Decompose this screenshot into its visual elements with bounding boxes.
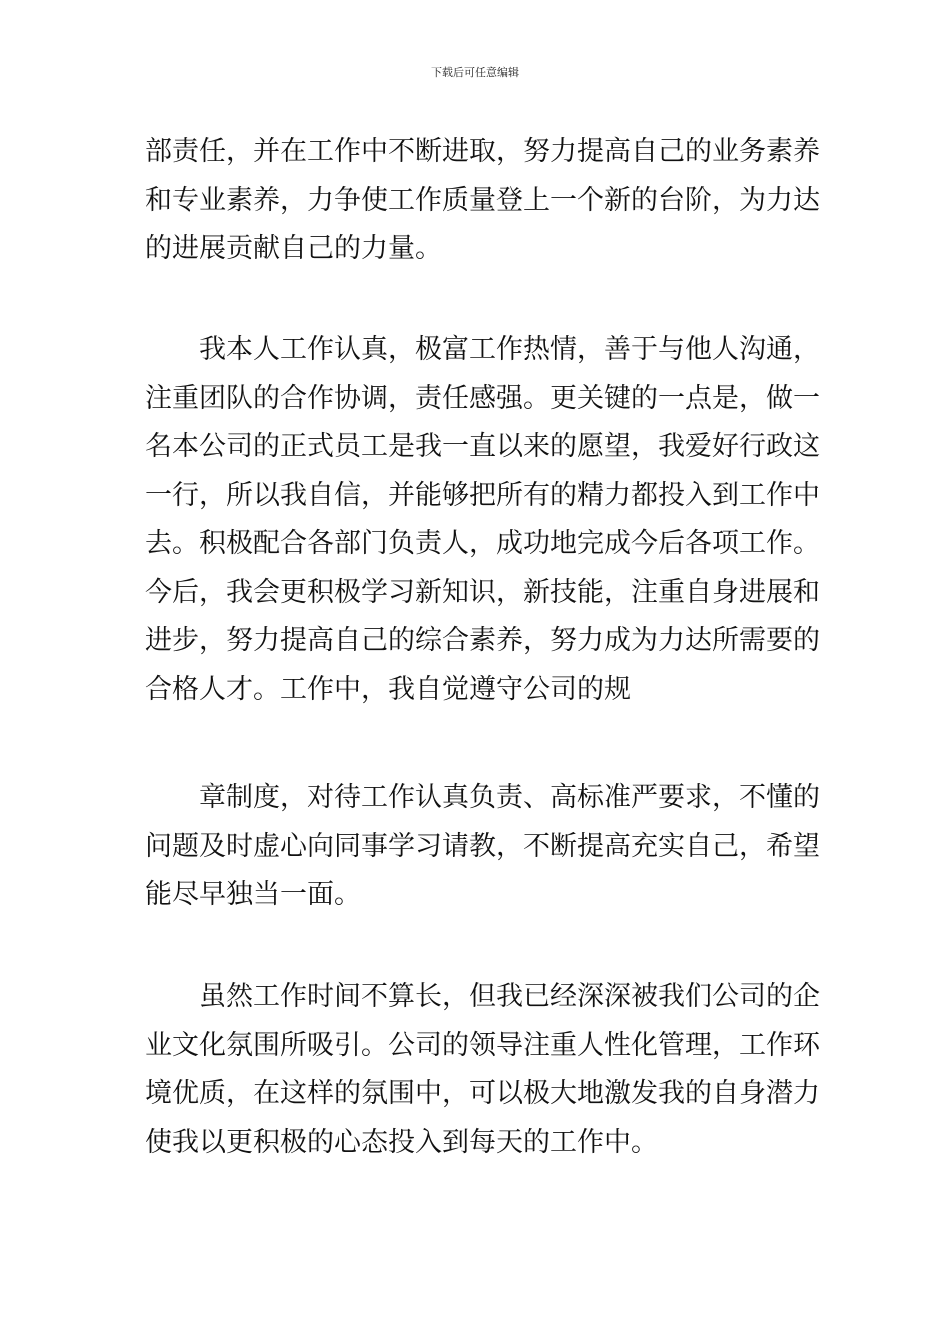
paragraph-line: 部责任，并在工作中不断进取，努力提高自己的业务素养 bbox=[145, 136, 820, 167]
paragraph-line: 章制度，对待工作认真负责、高标准严要求，不懂的 bbox=[199, 782, 820, 813]
page-header: 下载后可任意编辑 bbox=[431, 66, 519, 79]
paragraph-line: 今后，我会更积极学习新知识，新技能，注重自身进展和 bbox=[145, 576, 820, 608]
paragraph bbox=[145, 973, 820, 1167]
paragraph-line: 合格人才。工作中，我自觉遵守公司的规 bbox=[145, 673, 631, 705]
paragraph-line: 的进展贡献自己的力量。 bbox=[145, 233, 442, 264]
paragraph-line: 业文化氛围所吸引。公司的领导注重人性化管理，工作环 bbox=[145, 1029, 820, 1061]
paragraph bbox=[145, 326, 820, 714]
paragraph-line: 境优质，在这样的氛围中，可以极大地激发我的自身潜力 bbox=[145, 1078, 820, 1109]
paragraph-line: 和专业素养，力争使工作质量登上一个新的台阶，为力达 bbox=[145, 184, 820, 216]
paragraph-line: 一行，所以我自信，并能够把所有的精力都投入到工作中 bbox=[145, 479, 820, 511]
paragraph-line: 使我以更积极的心态投入到每天的工作中。 bbox=[145, 1126, 658, 1158]
paragraph-line: 问题及时虚心向同事学习请教，不断提高充实自己，希望 bbox=[145, 830, 820, 862]
paragraph-line: 注重团队的合作协调，责任感强。更关键的一点是，做一 bbox=[145, 382, 820, 414]
paragraph bbox=[145, 128, 820, 274]
paragraph-line: 能尽早独当一面。 bbox=[145, 879, 361, 910]
paragraph-line: 我本人工作认真，极富工作热情，善于与他人沟通， bbox=[199, 334, 820, 365]
paragraph-line: 进步，努力提高自己的综合素养，努力成为力达所需要的 bbox=[145, 625, 820, 656]
paragraph bbox=[145, 774, 820, 920]
paragraph-line: 去。积极配合各部门负责人，成功地完成今后各项工作。 bbox=[145, 528, 820, 559]
paragraph-line: 名本公司的正式员工是我一直以来的愿望，我爱好行政这 bbox=[145, 431, 820, 462]
paragraph-line: 虽然工作时间不算长，但我已经深深被我们公司的企 bbox=[199, 981, 820, 1012]
